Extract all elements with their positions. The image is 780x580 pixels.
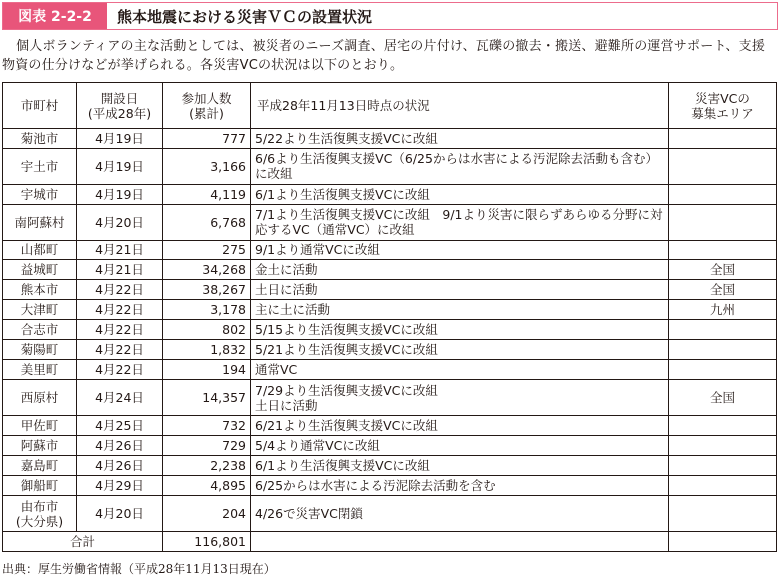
table-row bbox=[3, 204, 777, 240]
cell-area bbox=[669, 340, 777, 360]
cell-opened: 4月19日 bbox=[77, 184, 163, 204]
total-area-empty bbox=[669, 532, 777, 552]
cell-participants: 6,768 bbox=[163, 204, 251, 240]
cell-participants: 34,268 bbox=[163, 260, 251, 280]
cell-area bbox=[669, 240, 777, 260]
cell-municipality: 菊池市 bbox=[3, 129, 77, 149]
cell-status: 5/4より通常VCに改組 bbox=[251, 436, 669, 456]
header-participants: 参加人数 (累計) bbox=[163, 83, 251, 129]
cell-area bbox=[669, 496, 777, 532]
figure-title: 熊本地震における災害ＶＣの設置状況 bbox=[117, 7, 373, 26]
cell-participants: 275 bbox=[163, 240, 251, 260]
cell-status: 5/21より生活復興支援VCに改組 bbox=[251, 340, 669, 360]
table-row bbox=[3, 260, 777, 280]
cell-opened: 4月22日 bbox=[77, 320, 163, 340]
cell-municipality: 西原村 bbox=[3, 380, 77, 416]
cell-area bbox=[669, 436, 777, 456]
table-row bbox=[3, 436, 777, 456]
cell-municipality: 阿蘇市 bbox=[3, 436, 77, 456]
total-status-empty bbox=[251, 532, 669, 552]
cell-municipality: 由布市 (大分県) bbox=[3, 496, 77, 532]
header-municipality: 市町村 bbox=[3, 83, 77, 129]
cell-area bbox=[669, 148, 777, 184]
cell-municipality: 宇土市 bbox=[3, 148, 77, 184]
cell-opened: 4月22日 bbox=[77, 340, 163, 360]
header-status: 平成28年11月13日時点の状況 bbox=[251, 83, 669, 129]
cell-area bbox=[669, 476, 777, 496]
cell-opened: 4月26日 bbox=[77, 436, 163, 456]
cell-status: 9/1より通常VCに改組 bbox=[251, 240, 669, 260]
cell-area bbox=[669, 416, 777, 436]
table-row bbox=[3, 416, 777, 436]
header-area: 災害VCの 募集エリア bbox=[669, 83, 777, 129]
cell-municipality: 嘉島町 bbox=[3, 456, 77, 476]
cell-municipality: 益城町 bbox=[3, 260, 77, 280]
table-row bbox=[3, 360, 777, 380]
table-row bbox=[3, 320, 777, 340]
cell-opened: 4月19日 bbox=[77, 129, 163, 149]
cell-participants: 802 bbox=[163, 320, 251, 340]
cell-opened: 4月22日 bbox=[77, 300, 163, 320]
cell-status: 6/25からは水害による汚泥除去活動を含む bbox=[251, 476, 669, 496]
cell-area bbox=[669, 204, 777, 240]
total-label: 合計 bbox=[3, 532, 163, 552]
cell-participants: 4,119 bbox=[163, 184, 251, 204]
cell-status: 通常VC bbox=[251, 360, 669, 380]
table-row bbox=[3, 280, 777, 300]
cell-opened: 4月22日 bbox=[77, 280, 163, 300]
cell-area: 全国 bbox=[669, 280, 777, 300]
source-note: 出典：厚生労働省情報（平成28年11月13日現在） bbox=[2, 562, 276, 576]
cell-municipality: 宇城市 bbox=[3, 184, 77, 204]
cell-status: 6/1より生活復興支援VCに改組 bbox=[251, 184, 669, 204]
table-row bbox=[3, 380, 777, 416]
cell-participants: 14,357 bbox=[163, 380, 251, 416]
cell-municipality: 南阿蘇村 bbox=[3, 204, 77, 240]
cell-participants: 729 bbox=[163, 436, 251, 456]
cell-participants: 204 bbox=[163, 496, 251, 532]
cell-status: 5/22より生活復興支援VCに改組 bbox=[251, 129, 669, 149]
cell-opened: 4月22日 bbox=[77, 360, 163, 380]
cell-area: 九州 bbox=[669, 300, 777, 320]
cell-participants: 2,238 bbox=[163, 456, 251, 476]
cell-participants: 1,832 bbox=[163, 340, 251, 360]
cell-area bbox=[669, 320, 777, 340]
cell-municipality: 御船町 bbox=[3, 476, 77, 496]
cell-participants: 194 bbox=[163, 360, 251, 380]
cell-status: 主に土に活動 bbox=[251, 300, 669, 320]
cell-status: 5/15より生活復興支援VCに改組 bbox=[251, 320, 669, 340]
cell-area: 全国 bbox=[669, 260, 777, 280]
table-row bbox=[3, 300, 777, 320]
cell-status: 4/26で災害VC閉鎖 bbox=[251, 496, 669, 532]
cell-opened: 4月29日 bbox=[77, 476, 163, 496]
cell-area bbox=[669, 456, 777, 476]
table-row bbox=[3, 340, 777, 360]
cell-municipality: 菊陽町 bbox=[3, 340, 77, 360]
cell-participants: 777 bbox=[163, 129, 251, 149]
cell-opened: 4月21日 bbox=[77, 260, 163, 280]
cell-opened: 4月19日 bbox=[77, 148, 163, 184]
cell-status: 7/29より生活復興支援VCに改組 土日に活動 bbox=[251, 380, 669, 416]
cell-area: 全国 bbox=[669, 380, 777, 416]
table-header-row bbox=[3, 83, 777, 129]
table-row bbox=[3, 148, 777, 184]
cell-participants: 4,895 bbox=[163, 476, 251, 496]
table-row bbox=[3, 129, 777, 149]
cell-area bbox=[669, 184, 777, 204]
figure-label: 図表 2-2-2 bbox=[3, 3, 107, 29]
header-opened: 開設日 (平成28年) bbox=[77, 83, 163, 129]
cell-participants: 3,166 bbox=[163, 148, 251, 184]
cell-area bbox=[669, 129, 777, 149]
cell-municipality: 山都町 bbox=[3, 240, 77, 260]
table-row bbox=[3, 456, 777, 476]
cell-municipality: 美里町 bbox=[3, 360, 77, 380]
cell-municipality: 熊本市 bbox=[3, 280, 77, 300]
figure-header bbox=[2, 2, 778, 30]
cell-municipality: 大津町 bbox=[3, 300, 77, 320]
cell-status: 6/21より生活復興支援VCに改組 bbox=[251, 416, 669, 436]
table-row bbox=[3, 496, 777, 532]
cell-status: 6/1より生活復興支援VCに改組 bbox=[251, 456, 669, 476]
cell-participants: 732 bbox=[163, 416, 251, 436]
cell-opened: 4月20日 bbox=[77, 204, 163, 240]
cell-area bbox=[669, 360, 777, 380]
cell-opened: 4月26日 bbox=[77, 456, 163, 476]
total-participants: 116,801 bbox=[163, 532, 251, 552]
cell-participants: 38,267 bbox=[163, 280, 251, 300]
table-row bbox=[3, 476, 777, 496]
vc-status-table bbox=[2, 82, 777, 552]
cell-status: 金土に活動 bbox=[251, 260, 669, 280]
cell-status: 7/1より生活復興支援VCに改組 9/1より災害に限らずあらゆる分野に対応するVC（通常VC）に改組 bbox=[251, 204, 669, 240]
cell-opened: 4月20日 bbox=[77, 496, 163, 532]
intro-paragraph: 個人ボランティアの主な活動としては、被災者のニーズ調査、居宅の片付け、瓦礫の撤去・搬送、避難所の運営サポート、支援物資の仕分けなどが挙げられる。各災害VCの状況は以下のとおり。 bbox=[2, 39, 766, 73]
cell-opened: 4月25日 bbox=[77, 416, 163, 436]
table-total-row bbox=[3, 532, 777, 552]
table-row bbox=[3, 240, 777, 260]
cell-participants: 3,178 bbox=[163, 300, 251, 320]
cell-status: 土日に活動 bbox=[251, 280, 669, 300]
table-row bbox=[3, 184, 777, 204]
cell-opened: 4月24日 bbox=[77, 380, 163, 416]
cell-municipality: 合志市 bbox=[3, 320, 77, 340]
cell-status: 6/6より生活復興支援VC（6/25からは水害による汚泥除去活動も含む）に改組 bbox=[251, 148, 669, 184]
cell-opened: 4月21日 bbox=[77, 240, 163, 260]
cell-municipality: 甲佐町 bbox=[3, 416, 77, 436]
table-body bbox=[3, 129, 777, 532]
